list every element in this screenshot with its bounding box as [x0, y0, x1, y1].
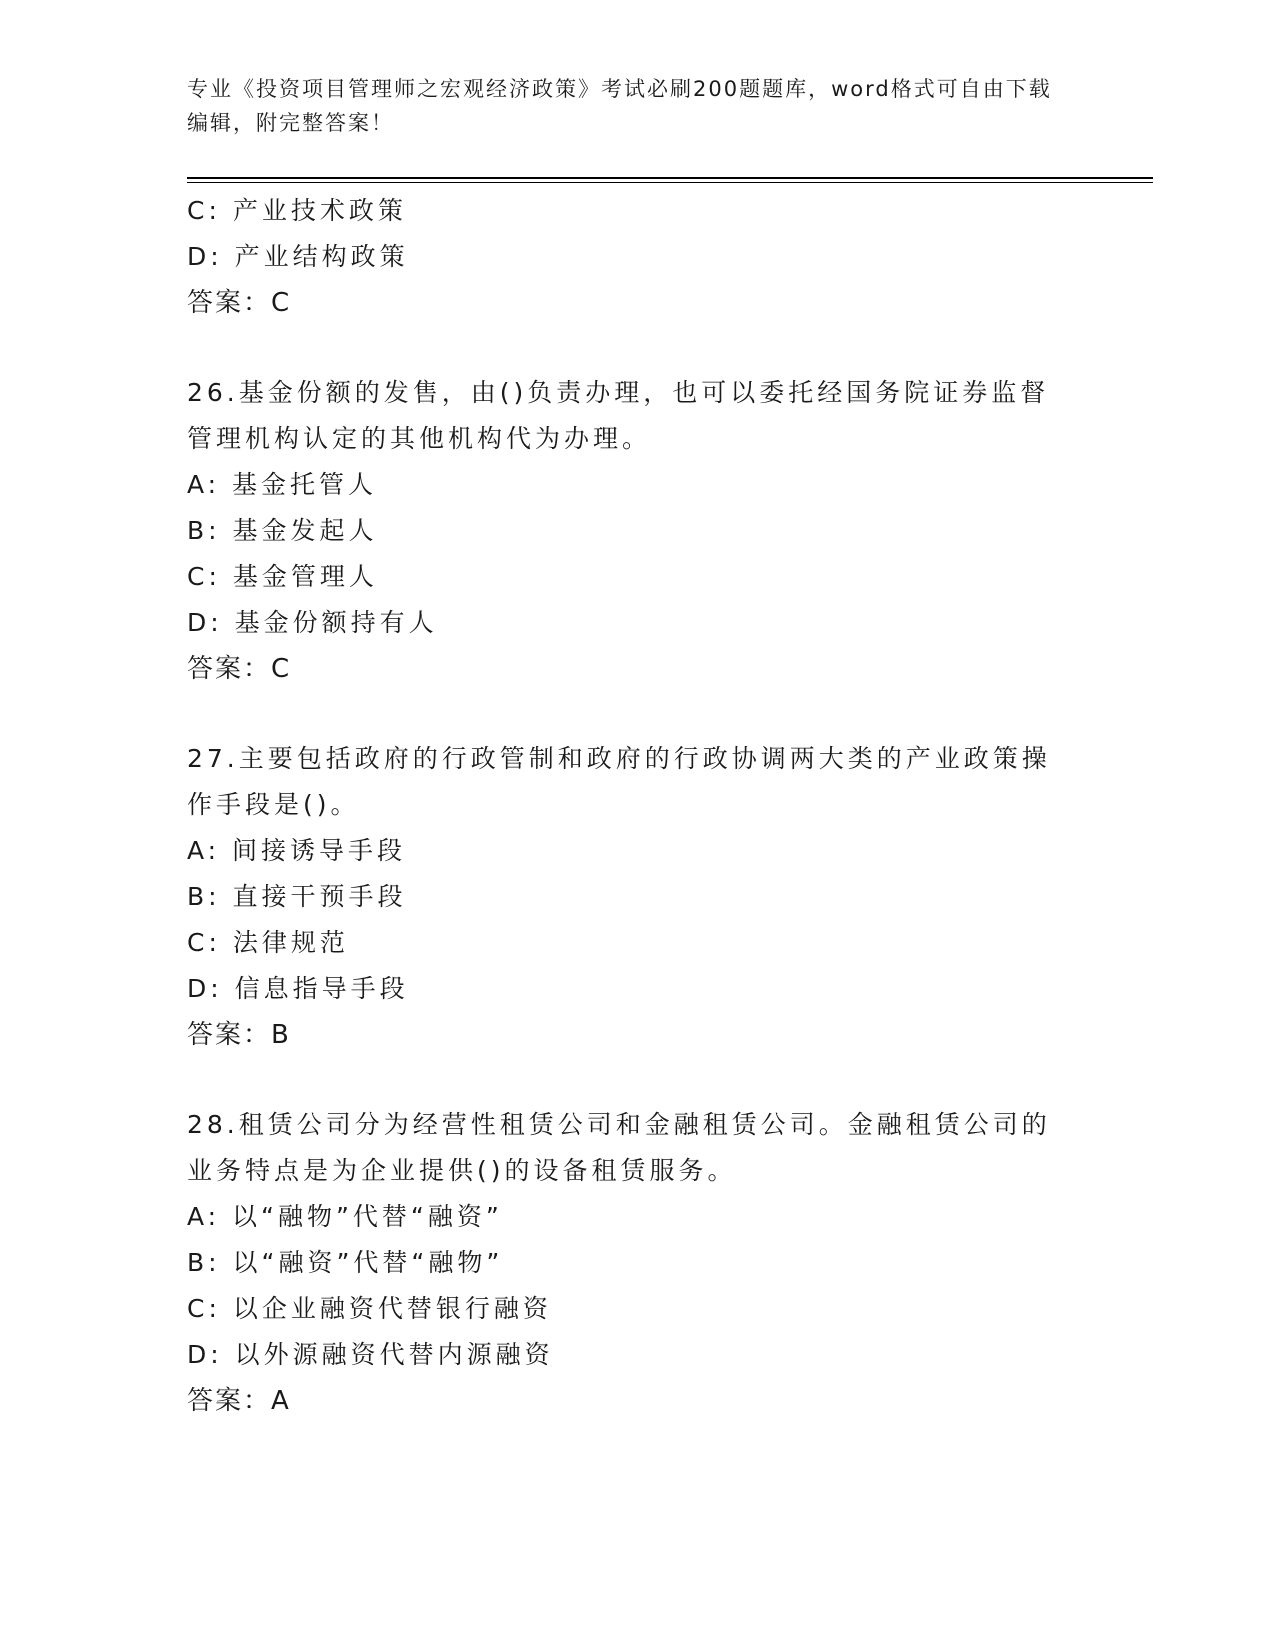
- option-d: D: 信息指导手段: [187, 974, 409, 1003]
- option-d: D: 基金份额持有人: [187, 608, 438, 637]
- question-25-tail: [187, 188, 1087, 326]
- question-27: [187, 736, 1087, 1058]
- option-d: D: 产业结构政策: [187, 242, 409, 271]
- option-c: C: 产业技术政策: [187, 196, 407, 225]
- header-rule-thick: [187, 177, 1153, 179]
- option-c: C: 法律规范: [187, 928, 349, 957]
- question-text: 27.主要包括政府的行政管制和政府的行政协调两大类的产业政策操作手段是()。: [187, 744, 1051, 819]
- question-text: 28.租赁公司分为经营性租赁公司和金融租赁公司。金融租赁公司的业务特点是为企业提供()的设备租赁服务。: [187, 1110, 1051, 1185]
- answer: 答案：A: [187, 1386, 291, 1416]
- option-c: C: 以企业融资代替银行融资: [187, 1294, 552, 1323]
- option-a: A: 以“融物”代替“融资”: [187, 1202, 503, 1231]
- question-26: [187, 370, 1087, 692]
- option-d: D: 以外源融资代替内源融资: [187, 1340, 554, 1369]
- document-header: 专业《投资项目管理师之宏观经济政策》考试必刷200题题库，word格式可自由下载编辑，附完整答案！: [187, 77, 1052, 135]
- answer: 答案：B: [187, 1020, 291, 1050]
- header-rule-thin: [187, 182, 1153, 183]
- question-28: [187, 1102, 1087, 1424]
- option-a: A: 间接诱导手段: [187, 836, 407, 865]
- question-list: [187, 188, 1087, 1424]
- question-text: 26.基金份额的发售，由()负责办理，也可以委托经国务院证券监督管理机构认定的其他机构代为办理。: [187, 378, 1050, 453]
- option-b: B: 直接干预手段: [187, 882, 407, 911]
- option-c: C: 基金管理人: [187, 562, 378, 591]
- answer: 答案：C: [187, 654, 292, 684]
- answer: 答案：C: [187, 288, 292, 318]
- option-b: B: 以“融资”代替“融物”: [187, 1248, 504, 1277]
- option-b: B: 基金发起人: [187, 516, 378, 545]
- option-a: A: 基金托管人: [187, 470, 378, 499]
